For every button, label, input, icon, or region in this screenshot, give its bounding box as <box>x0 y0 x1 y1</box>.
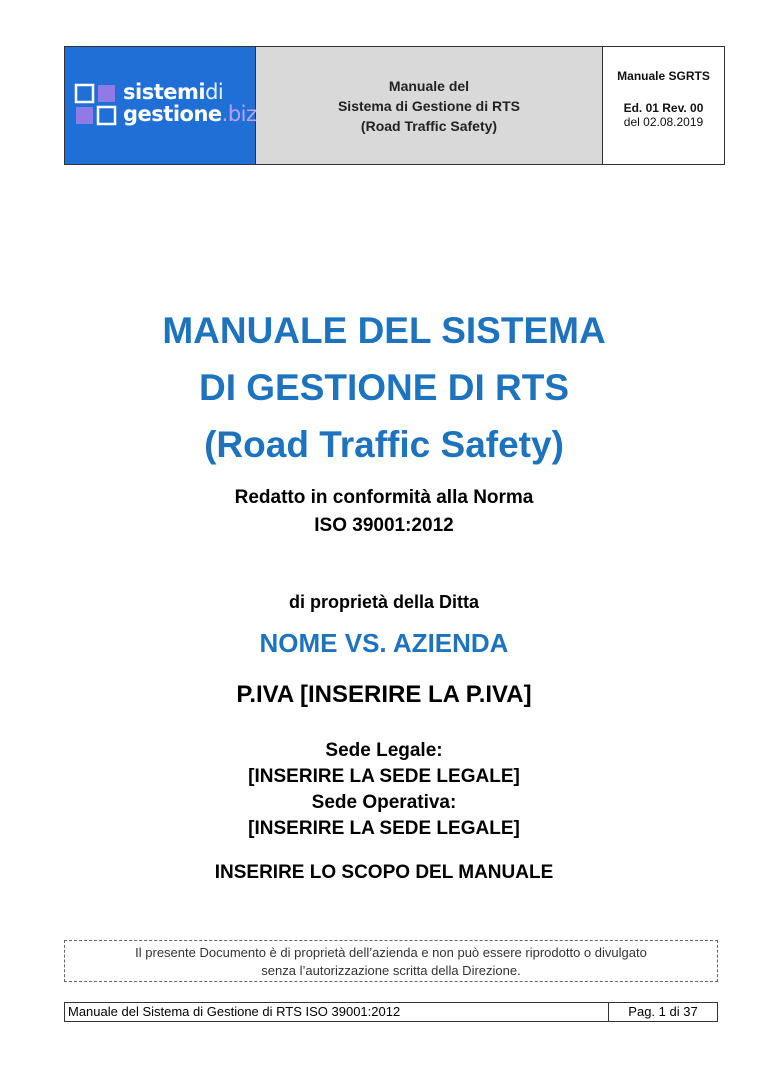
norm-line: ISO 39001:2012 <box>314 515 454 536</box>
page-title <box>0 302 768 473</box>
sede-block <box>0 738 768 842</box>
logo-word-gestione: gestione <box>123 102 222 126</box>
title-line: (Road Traffic Safety) <box>204 424 564 465</box>
title-line: MANUALE DEL SISTEMA <box>162 310 606 351</box>
logo-squares-icon <box>74 83 118 127</box>
doc-code: Manuale SGRTS <box>617 69 710 83</box>
document-footer <box>64 1002 718 1022</box>
document-header <box>64 46 725 165</box>
norm-statement <box>0 484 768 540</box>
footer-title: Manuale del Sistema di Gestione di RTS ISO 39001:2012 <box>65 1003 609 1021</box>
vat-number: P.IVA [INSERIRE LA P.IVA] <box>236 681 532 708</box>
copyright-notice <box>64 940 718 982</box>
header-title-line: Manuale del <box>388 77 470 94</box>
logo-wordmark <box>123 81 257 125</box>
header-title <box>256 47 603 164</box>
title-line: DI GESTIONE DI RTS <box>198 367 570 408</box>
logo-word-sistemi: sistemi <box>123 80 206 104</box>
logo-word-di: di <box>205 80 224 104</box>
sede-line: [INSERIRE LA SEDE LEGALE] <box>248 818 520 839</box>
edition: Ed. 01 Rev. 00 <box>623 101 704 115</box>
company-logo <box>65 47 256 164</box>
notice-line: Il presente Documento è di proprietà dell’azienda e non può essere riprodotto o divulgato <box>135 945 647 960</box>
header-meta <box>603 47 724 164</box>
page-number: Pag. 1 di 37 <box>628 1004 698 1019</box>
sede-line: Sede Operativa: <box>311 792 457 813</box>
header-title-line: Sistema di Gestione di RTS <box>337 97 521 114</box>
notice-line: senza l’autorizzazione scritta della Direzione. <box>261 963 521 978</box>
sede-line: [INSERIRE LA SEDE LEGALE] <box>248 766 520 787</box>
company-name: NOME VS. AZIENDA <box>259 628 509 658</box>
norm-line: Redatto in conformità alla Norma <box>234 487 534 508</box>
manual-scope: INSERIRE LO SCOPO DEL MANUALE <box>214 862 554 883</box>
sede-line: Sede Legale: <box>325 740 443 761</box>
logo-word-biz: .biz <box>221 102 257 126</box>
edition-date: del 02.08.2019 <box>623 115 704 129</box>
header-title-line: (Road Traffic Safety) <box>360 117 498 134</box>
ownership-label: di proprietà della Ditta <box>288 592 480 612</box>
